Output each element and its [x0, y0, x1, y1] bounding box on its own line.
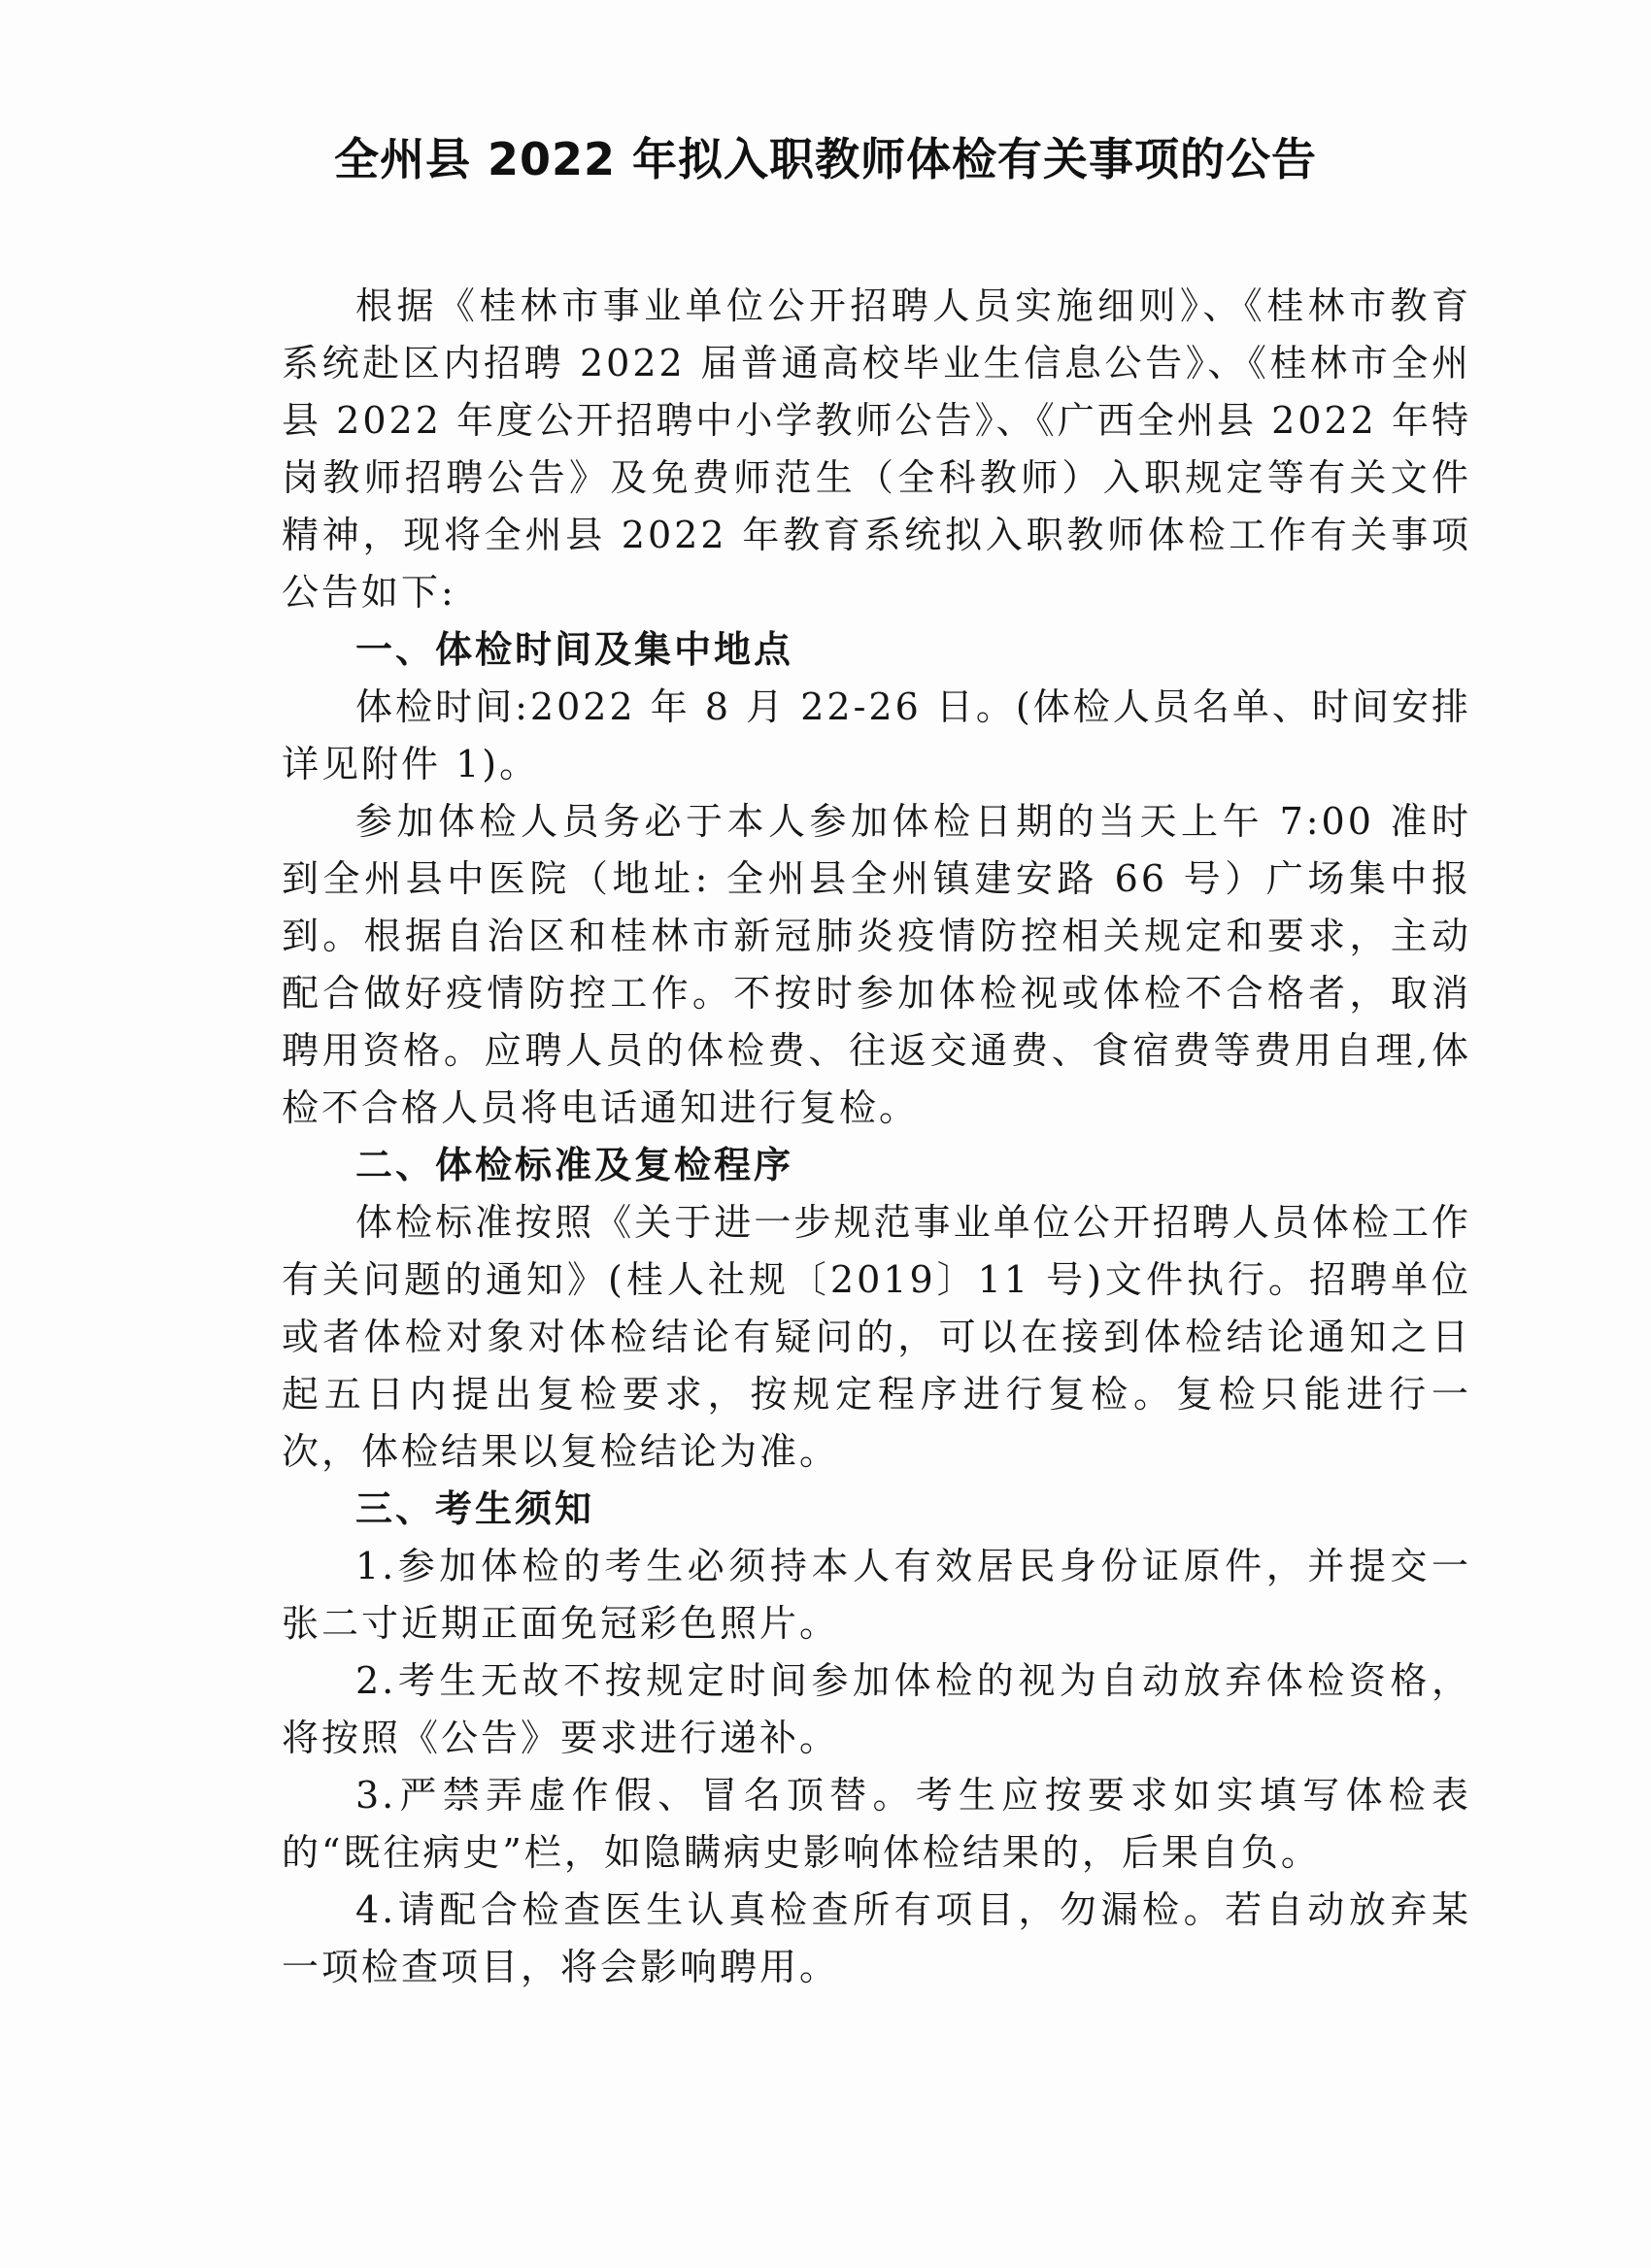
notice-item: 1.参加体检的考生必须持本人有效居民身份证原件，并提交一张二寸近期正面免冠彩色照片。 — [282, 1545, 1471, 1645]
section-heading-exam-time-location: 一、体检时间及集中地点 — [355, 628, 794, 671]
document-title: 全州县 2022 年拟入职教师体检有关事项的公告 — [333, 133, 1318, 185]
exam-time-paragraph: 体检时间:2022 年 8 月 22-26 日。(体检人员名单、时间安排详见附件 1)。 — [282, 685, 1471, 785]
notice-item: 2.考生无故不按规定时间参加体检的视为自动放弃体检资格，将按照《公告》要求进行递补。 — [282, 1659, 1471, 1759]
document-body — [282, 278, 1471, 1996]
section-heading-candidate-notice: 三、考生须知 — [355, 1487, 595, 1530]
reporting-paragraph: 参加体检人员务必于本人参加体检日期的当天上午 7:00 准时到全州县中医院（地址: 全州县全州镇建安路 66 号）广场集中报到。根据自治区和桂林市新冠肺炎疫情防控相关规定和要求，主动配合做好疫情防控工作。不按时参加体检视或体检不合格者，取消聘用资格。应聘人员的体检费、往返交通费、食宿费等费用自理,体检不合格人员将电话通知进行复检。 — [282, 800, 1471, 1129]
notice-item: 4.请配合检查医生认真检查所有项目，勿漏检。若自动放弃某一项检查项目，将会影响聘用。 — [282, 1888, 1471, 1988]
notice-item: 3.严禁弄虚作假、冒名顶替。考生应按要求如实填写体检表的“既往病史”栏，如隐瞒病史影响体检结果的，后果自负。 — [282, 1774, 1471, 1874]
section-heading-standards-recheck: 二、体检标准及复检程序 — [355, 1144, 794, 1186]
intro-paragraph: 根据《桂林市事业单位公开招聘人员实施细则》、《桂林市教育系统赴区内招聘 2022 届普通高校毕业生信息公告》、《桂林市全州县 2022 年度公开招聘中小学教师公告》、《广西全州县 2022 年特岗教师招聘公告》及免费师范生（全科教师）入职规定等有关文件精神，现将全州县 2022 年教育系统拟入职教师体检工作有关事项公告如下: — [282, 284, 1471, 614]
standards-paragraph: 体检标准按照《关于进一步规范事业单位公开招聘人员体检工作有关问题的通知》(桂人社规〔2019〕11 号)文件执行。招聘单位或者体检对象对体检结论有疑问的，可以在接到体检结论通知之日起五日内提出复检要求，按规定程序进行复检。复检只能进行一次，体检结果以复检结论为准。 — [282, 1201, 1471, 1473]
